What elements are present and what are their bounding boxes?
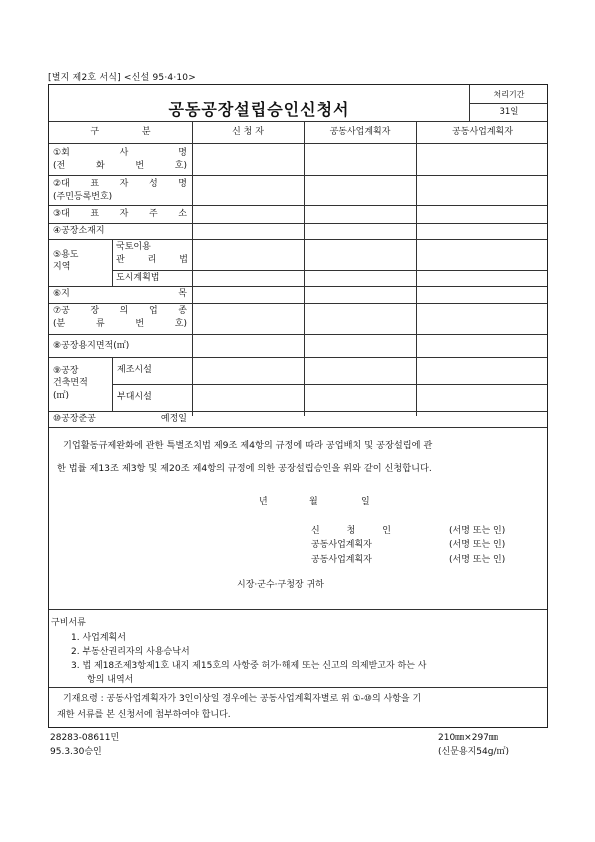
row-representative-name: ②대 표 자 성 명 xyxy=(53,179,187,189)
row-land-category: ⑥지 목 xyxy=(53,289,187,299)
usage-management-law: 관 리 법 xyxy=(116,255,188,265)
building-manufacturing: 제조시설 xyxy=(117,365,152,375)
column-header-category: 구 분 xyxy=(90,127,151,137)
statement-line-2: 한 법률 제13조 제3항 및 제20조 제4항의 규정에 의한 공장설립승인을 위와 같이 신청합니다. xyxy=(57,463,432,474)
paper-size: 210㎜×297㎜ xyxy=(438,733,498,743)
row-resident-number: (주민등록번호) xyxy=(53,192,113,202)
form-label: [별지 제2호 서식] <신설 95·4·10> xyxy=(48,73,196,83)
row-representative-address: ③대 표 자 주 소 xyxy=(53,209,187,219)
paper-type: (신문용지54g/㎡) xyxy=(438,747,509,757)
row-usage-region-label-2: 지역 xyxy=(53,262,71,272)
row-completion-date: ⑩공장준공 예정일 xyxy=(53,414,187,424)
row-classification-number: (분 류 번 호) xyxy=(53,319,187,329)
signer-applicant-sign: (서명 또는 인) xyxy=(449,526,506,536)
row-site-area: ⑧공장용지면적(㎡) xyxy=(53,341,130,351)
form-code: 28283-08611민 xyxy=(50,733,120,743)
row-building-area-unit: (㎡) xyxy=(53,391,70,401)
building-ancillary: 부대시설 xyxy=(117,392,152,402)
row-usage-region-label: ⑤용도 xyxy=(53,250,79,260)
processing-period-value: 31일 xyxy=(499,107,519,117)
row-company-phone: (전 화 번 호) xyxy=(53,161,187,171)
application-form xyxy=(48,84,548,728)
form-title: 공동공장설립승인신청서 xyxy=(168,100,350,119)
signer-applicant-role: 신 청 인 xyxy=(311,526,391,536)
statement-line-1: 기업활동규제완화에 관한 특별조치법 제9조 제4항의 규정에 따라 공업배치 및 공장설립에 관 xyxy=(63,440,433,451)
note-line-1: 기재요령 : 공동사업계획자가 3인이상일 경우에는 공동사업계획자별로 위 ①-⑩의 사항을 기 xyxy=(63,694,422,704)
date-day: 일 xyxy=(361,497,370,507)
date-year: 년 xyxy=(259,497,268,507)
signer-partner-1-role: 공동사업계획자 xyxy=(311,540,372,550)
document-item-2: 2. 부동산권리자의 사용승낙서 xyxy=(71,647,190,657)
column-header-applicant: 신 청 자 xyxy=(232,127,264,137)
document-item-3: 3. 법 제18조제3항제1호 내지 제15호의 사항중 허가·해제 또는 신고의 의제받고자 하는 사 xyxy=(71,661,427,671)
documents-title: 구비서류 xyxy=(51,618,86,628)
approval-date: 95.3.30승인 xyxy=(50,747,102,757)
column-header-partner-2: 공동사업계획자 xyxy=(452,127,513,137)
row-factory-location: ④공장소재지 xyxy=(53,226,105,236)
addressee: 시장·군수·구청장 귀하 xyxy=(237,580,324,590)
note-line-2: 재한 서류를 본 신청서에 첨부하여야 합니다. xyxy=(57,710,231,720)
row-industry-type: ⑦공 장 의 업 종 xyxy=(53,306,187,316)
column-header-partner-1: 공동사업계획자 xyxy=(329,127,391,137)
row-building-area-label-2: 건축면적 xyxy=(53,378,88,388)
usage-urban-planning-law: 도시계획법 xyxy=(116,273,160,283)
signer-partner-1-sign: (서명 또는 인) xyxy=(449,540,506,550)
date-month: 월 xyxy=(309,497,318,507)
signer-partner-2-sign: (서명 또는 인) xyxy=(449,555,506,565)
signer-partner-2-role: 공동사업계획자 xyxy=(311,555,372,565)
row-building-area-label: ⑨공장 xyxy=(53,366,79,376)
row-company-name: ①회 사 명 xyxy=(53,148,187,158)
document-item-1: 1. 사업계획서 xyxy=(71,633,126,643)
document-item-3-cont: 항의 내역서 xyxy=(87,675,134,685)
processing-period-label: 처리기간 xyxy=(493,90,525,99)
usage-national-land: 국토이용 xyxy=(116,242,151,252)
